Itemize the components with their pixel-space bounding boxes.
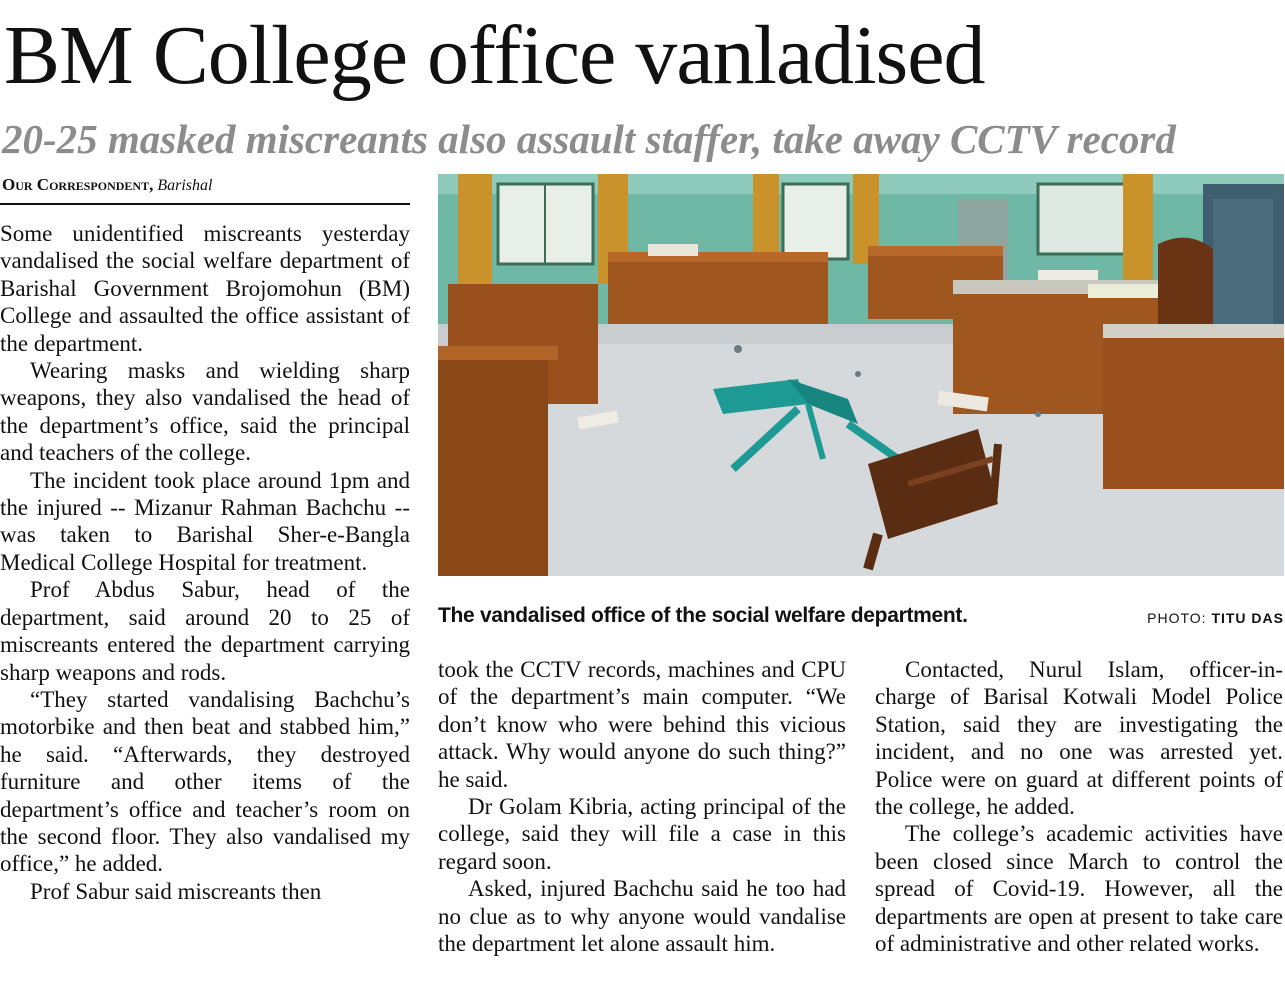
paragraph: Prof Sabur said miscreants then xyxy=(30,878,322,904)
paragraph: Prof Abdus Sabur, head of the department, said around 20 to 25 of miscreants entered the department carrying sharp weapons and rods. xyxy=(0,577,410,685)
paragraph: “They started vandalising Bachchu’s motorbike and then beat and stabbed him,” he said. “Afterwards, they destroyed furniture and other items of the department’s office and teacher’s room on the second floor. They also vandalised my office,” he added. xyxy=(0,686,410,877)
paragraph: The incident took place around 1pm and the injured -- Mizanur Rahman Bachchu -- was taken to Barishal Sher-e-Bangla Medical College Hospital for treatment. xyxy=(0,467,410,575)
paragraph: Contacted, Nurul Islam, officer-in-charge of Barisal Kotwali Model Police Station, said they are investigating the incident, and no one was arrested yet. Police were on guard at different points of the college, he added. xyxy=(875,657,1283,820)
paragraph: Some unidentified miscreants yesterday vandalised the social welfare department of Barishal Government Brojomohun (BM) College and assaulted the office assistant of the department. xyxy=(0,221,410,356)
paragraph: The college’s academic activities have been closed since March to control the spread of Covid-19. However, all the departments are open at present to take care of administrative and other related works. xyxy=(875,821,1283,957)
credit-name: TITU DAS xyxy=(1211,610,1284,626)
paragraph: Wearing masks and wielding sharp weapons, they also vandalised the head of the department’s office, said the principal and teachers of the college. xyxy=(0,358,410,466)
caption-text: The vandalised office of the social welfare department. xyxy=(438,604,968,627)
photo-credit xyxy=(1147,601,1284,635)
paragraph: Dr Golam Kibria, acting principal of the college, said they will file a case in this regard soon. xyxy=(438,794,846,874)
vandalised-office-illustration xyxy=(438,174,1284,576)
article-column-2 xyxy=(438,656,846,995)
byline-rule xyxy=(0,203,410,205)
article-column-1 xyxy=(0,220,410,995)
paragraph: took the CCTV records, machines and CPU of the department’s main computer. “We don’t know who were behind this vicious attack. Why would anyone do such thing?” he said. xyxy=(438,657,846,792)
article-photo xyxy=(438,174,1284,576)
headline: BM College office vanladised xyxy=(4,9,985,102)
article-column-3 xyxy=(875,656,1283,995)
paragraph: Asked, injured Bachchu said he too had no clue as to why anyone would vandalise the department let alone assault him. xyxy=(438,876,846,957)
byline-author: Our Correspondent, xyxy=(2,175,154,194)
byline xyxy=(2,174,410,197)
subheadline: 20-25 masked miscreants also assault staffer, take away CCTV record xyxy=(2,116,1176,162)
credit-label: PHOTO: xyxy=(1147,610,1207,626)
photo-caption xyxy=(438,601,1284,631)
byline-place: Barishal xyxy=(157,177,213,194)
